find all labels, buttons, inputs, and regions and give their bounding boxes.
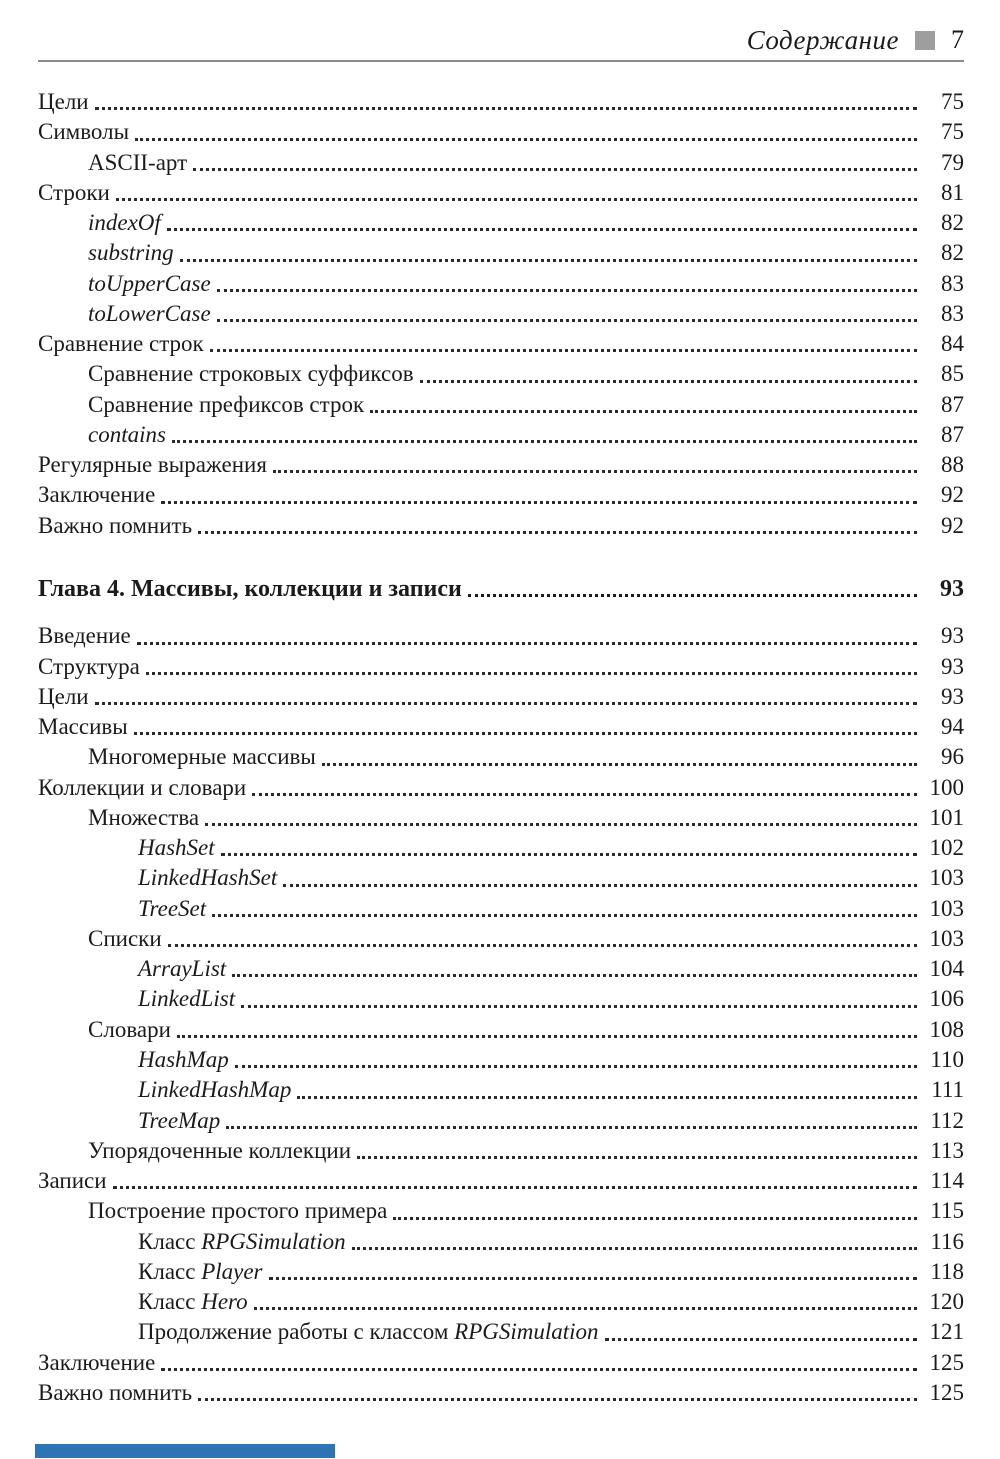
toc-entry-page-number: 113 (930, 1137, 964, 1163)
toc-entry-page-number: 94 (941, 714, 964, 740)
toc-entry-label: Класс Hero (138, 1289, 248, 1315)
toc-entry-label: toUpperCase (88, 270, 211, 296)
toc-entry (38, 117, 964, 147)
toc-entry (38, 1378, 964, 1408)
toc-entry (38, 682, 964, 712)
dot-leader (468, 574, 917, 597)
toc-entry-label: Строки (38, 179, 110, 205)
dot-leader (226, 1106, 917, 1129)
dot-leader (198, 1378, 917, 1401)
toc-entry (38, 1227, 964, 1257)
dot-leader (232, 954, 917, 977)
toc-entry (38, 329, 964, 359)
toc-entry-label: Сравнение строк (38, 331, 204, 357)
toc-entry-page-number: 125 (929, 1349, 964, 1375)
toc-entry-label: TreeMap (138, 1107, 221, 1133)
toc-entry-label: Сравнение префиксов строк (88, 391, 365, 417)
toc-entry (38, 863, 964, 893)
toc-entry-page-number: 83 (941, 300, 964, 326)
toc-entry (38, 742, 964, 772)
dot-leader (217, 299, 917, 322)
dot-leader (252, 773, 917, 796)
toc-entry-page-number: 79 (941, 149, 964, 175)
toc-entry (38, 803, 964, 833)
toc-entry-page-number: 115 (930, 1198, 964, 1224)
toc-entry-label: Важно помнить (38, 512, 193, 538)
toc-entry-page-number: 92 (941, 512, 964, 538)
toc-entry-page-number: 103 (929, 865, 964, 891)
toc-entry (38, 87, 964, 117)
toc-entry-page-number: 114 (930, 1168, 964, 1194)
dot-leader (146, 652, 917, 675)
toc-entry-label: Важно помнить (38, 1379, 193, 1405)
toc-entry (38, 480, 964, 510)
toc-entry (38, 359, 964, 389)
dot-leader (177, 1015, 917, 1038)
toc-entry-label: Многомерные массивы (88, 744, 316, 770)
toc-entry-page-number: 111 (931, 1077, 964, 1103)
toc-entry-page-number: 108 (929, 1016, 964, 1042)
toc-entry-label: Символы (38, 119, 130, 145)
dot-leader (217, 269, 917, 292)
toc-entry-page-number: 87 (941, 421, 964, 447)
toc-entry-page-number: 75 (941, 119, 964, 145)
toc-entry-page-number: 84 (941, 331, 964, 357)
toc-entry (38, 178, 964, 208)
toc-entry-page-number: 87 (941, 391, 964, 417)
toc-entry (38, 1075, 964, 1105)
dot-leader (322, 742, 917, 765)
toc-entry-page-number: 88 (941, 452, 964, 478)
toc-entry-label: Упорядоченные коллекции (88, 1137, 352, 1163)
dot-leader (370, 390, 917, 413)
toc-entry (38, 1348, 964, 1378)
dot-leader (167, 208, 917, 231)
toc-list (38, 62, 964, 1408)
toc-entry (38, 390, 964, 420)
toc-entry (38, 833, 964, 863)
toc-entry-label: LinkedHashMap (138, 1077, 292, 1103)
toc-entry (38, 299, 964, 329)
toc-entry-label: Массивы (38, 714, 128, 740)
toc-entry-page-number: 103 (929, 925, 964, 951)
dot-leader (357, 1136, 917, 1159)
toc-entry-label: Построение простого примера (88, 1198, 388, 1224)
dot-leader (113, 1166, 917, 1189)
dot-leader (95, 682, 917, 705)
toc-entry (38, 894, 964, 924)
toc-entry-page-number: 83 (941, 270, 964, 296)
toc-entry-label: Сравнение строковых суффиксов (88, 361, 414, 387)
toc-entry-label: Множества (88, 804, 200, 830)
dot-leader (221, 833, 917, 856)
dot-leader (193, 148, 917, 171)
toc-entry (38, 238, 964, 268)
toc-entry-label: Продолжение работы с классом RPGSimulation (138, 1319, 599, 1345)
toc-entry-page-number: 81 (941, 179, 964, 205)
toc-entry-label: HashSet (138, 835, 215, 861)
dot-leader (269, 1257, 917, 1280)
header-marker-square (915, 31, 935, 50)
dot-leader (241, 984, 917, 1007)
toc-entry-page-number: 100 (929, 774, 964, 800)
toc-entry-page-number: 85 (941, 361, 964, 387)
toc-entry (38, 954, 964, 984)
dot-leader (137, 621, 917, 644)
toc-entry (38, 773, 964, 803)
dot-leader (198, 511, 917, 534)
toc-entry-label: HashMap (138, 1046, 229, 1072)
dot-leader (352, 1227, 917, 1250)
toc-entry-page-number: 112 (930, 1107, 964, 1133)
page-header (38, 0, 964, 56)
dot-leader (212, 894, 917, 917)
toc-entry-label: Структура (38, 653, 140, 679)
toc-entry-page-number: 125 (929, 1379, 964, 1405)
toc-entry-page-number: 118 (930, 1258, 964, 1284)
toc-entry-label: Цели (38, 683, 89, 709)
toc-entry (38, 1015, 964, 1045)
toc-entry (38, 148, 964, 178)
dot-leader (235, 1045, 917, 1068)
toc-entry-page-number: 102 (929, 835, 964, 861)
toc-entry-label: TreeSet (138, 895, 207, 921)
toc-entry-label: toLowerCase (88, 300, 211, 326)
toc-entry-page-number: 106 (929, 986, 964, 1012)
toc-entry-label: contains (88, 421, 166, 447)
toc-entry (38, 511, 964, 541)
dot-leader (168, 924, 917, 947)
header-title: Содержание (746, 24, 899, 55)
dot-leader (161, 480, 917, 503)
toc-entry-label: Введение (38, 623, 131, 649)
toc-entry-label: Заключение (38, 482, 156, 508)
toc-entry (38, 450, 964, 480)
toc-entry-label: LinkedHashSet (138, 865, 278, 891)
toc-entry-page-number: 93 (940, 575, 964, 602)
dot-leader (172, 420, 917, 443)
toc-entry-label: Класс Player (138, 1258, 263, 1284)
dot-leader (135, 117, 917, 140)
toc-entry-page-number: 82 (941, 210, 964, 236)
toc-entry-label: Словари (88, 1016, 171, 1042)
toc-entry-page-number: 93 (941, 653, 964, 679)
toc-entry-label: Регулярные выражения (38, 452, 267, 478)
toc-entry (38, 1166, 964, 1196)
toc-chapter-entry (38, 574, 964, 604)
dot-leader (273, 450, 917, 473)
toc-entry-page-number: 116 (930, 1228, 964, 1254)
toc-entry-label: Цели (38, 89, 89, 114)
toc-entry-label: Списки (88, 925, 162, 951)
toc-entry-page-number: 103 (929, 895, 964, 921)
toc-entry-page-number: 96 (941, 744, 964, 770)
toc-entry-label: indexOf (88, 210, 161, 236)
toc-entry-page-number: 104 (929, 956, 964, 982)
toc-entry-page-number: 121 (929, 1319, 964, 1345)
toc-entry-label: Класс RPGSimulation (138, 1228, 346, 1254)
toc-entry (38, 269, 964, 299)
toc-entry-label: ArrayList (138, 956, 227, 982)
toc-entry (38, 1317, 964, 1347)
dot-leader (210, 329, 917, 352)
dot-leader (420, 359, 917, 382)
dot-leader (205, 803, 917, 826)
toc-entry-label: Записи (38, 1168, 107, 1194)
toc-entry-label: Коллекции и словари (38, 774, 247, 800)
toc-entry (38, 1196, 964, 1226)
toc-entry-label: Глава 4. Массивы, коллекции и записи (38, 575, 462, 602)
toc-entry-label: LinkedList (138, 986, 236, 1012)
toc-entry (38, 621, 964, 651)
toc-entry-page-number: 101 (929, 804, 964, 830)
toc-entry-page-number: 120 (929, 1289, 964, 1315)
toc-entry-page-number: 82 (941, 240, 964, 266)
toc-entry (38, 712, 964, 742)
dot-leader (283, 863, 917, 886)
toc-entry-label: substring (88, 240, 174, 266)
toc-entry-label: ASCII-арт (88, 149, 188, 175)
toc-entry-page-number: 75 (941, 89, 964, 114)
dot-leader (180, 238, 917, 261)
toc-entry (38, 1257, 964, 1287)
dot-leader (254, 1287, 917, 1310)
toc-entry (38, 208, 964, 238)
dot-leader (393, 1196, 917, 1219)
toc-entry (38, 1106, 964, 1136)
footer-accent-bar (35, 1444, 335, 1458)
toc-entry-page-number: 93 (941, 683, 964, 709)
toc-entry-page-number: 93 (941, 623, 964, 649)
dot-leader (297, 1075, 917, 1098)
toc-entry (38, 420, 964, 450)
dot-leader (95, 87, 917, 110)
toc-entry-label: Заключение (38, 1349, 156, 1375)
toc-entry (38, 1287, 964, 1317)
dot-leader (605, 1317, 917, 1340)
dot-leader (161, 1348, 917, 1371)
toc-entry (38, 924, 964, 954)
dot-leader (134, 712, 917, 735)
header-page-number: 7 (951, 25, 964, 54)
dot-leader (116, 178, 917, 201)
toc-entry (38, 984, 964, 1014)
toc-entry-page-number: 92 (941, 482, 964, 508)
toc-entry-page-number: 110 (930, 1046, 964, 1072)
toc-entry (38, 652, 964, 682)
toc-entry (38, 1045, 964, 1075)
toc-entry (38, 1136, 964, 1166)
